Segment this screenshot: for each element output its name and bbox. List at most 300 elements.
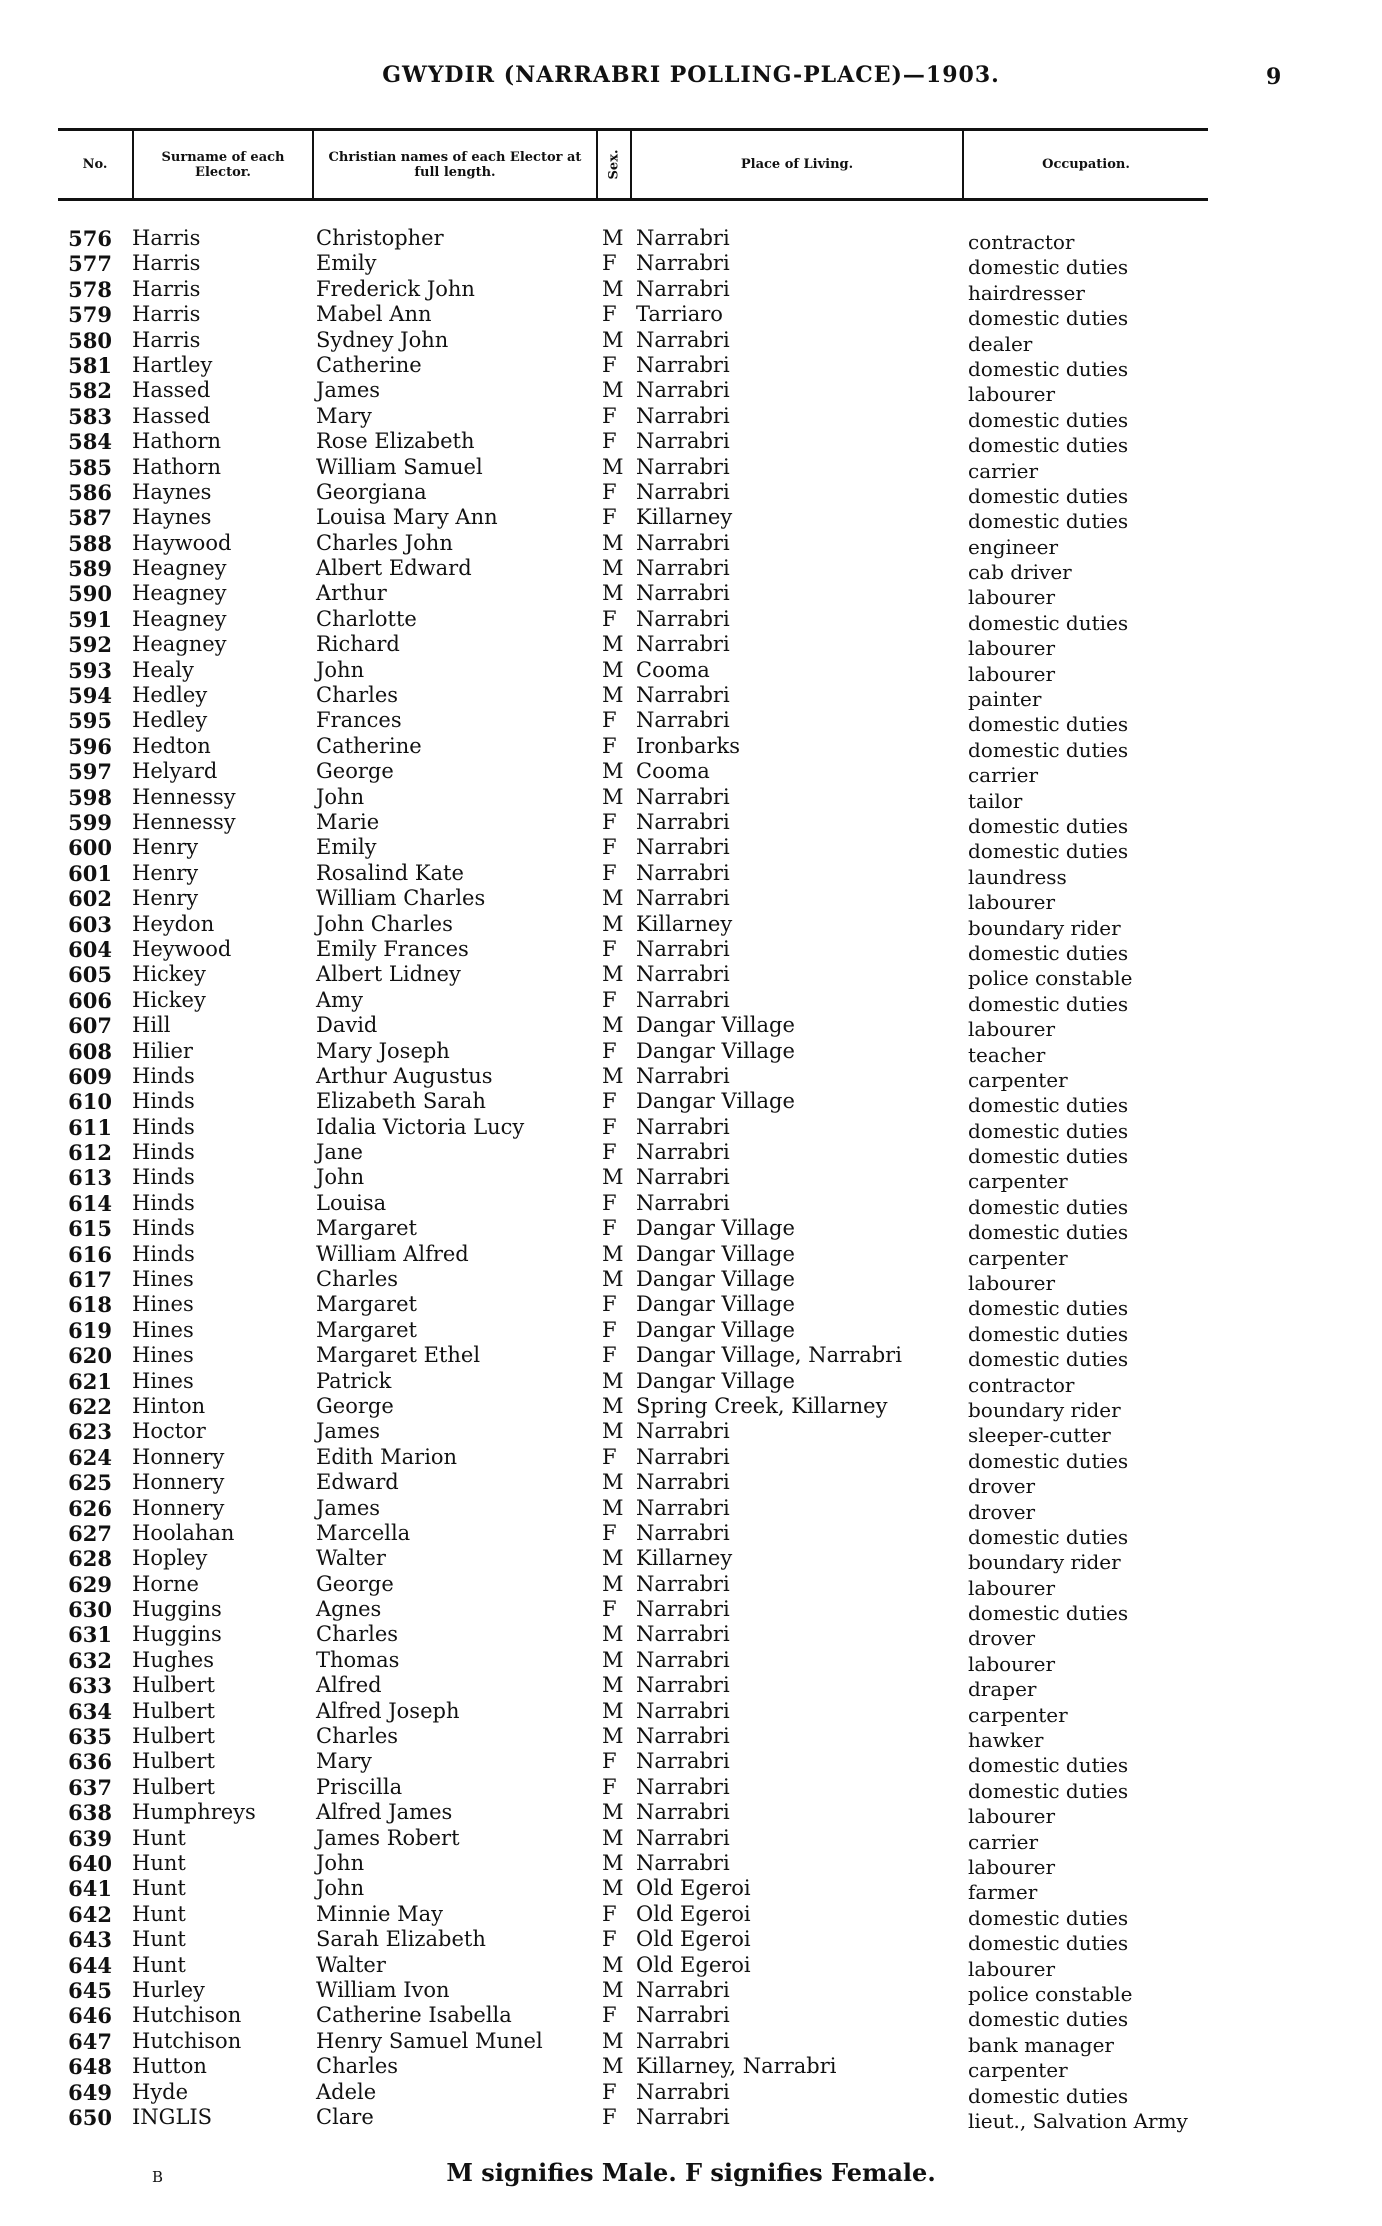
table-row xyxy=(0,226,1382,254)
elector-place: Narrabri xyxy=(636,936,730,961)
elector-christian-names: George xyxy=(316,759,394,784)
elector-occupation: bank manager xyxy=(968,2032,1114,2057)
elector-sex: F xyxy=(602,429,617,454)
elector-place: Killarney xyxy=(636,911,733,936)
elector-christian-names: William Ivon xyxy=(316,1977,450,2002)
elector-surname: Hilier xyxy=(132,1038,193,1063)
table-row xyxy=(0,1749,1382,1778)
elector-surname: Hinds xyxy=(132,1216,195,1241)
elector-place: Narrabri xyxy=(636,276,730,301)
elector-occupation: domestic duties xyxy=(968,2083,1129,2108)
elector-surname: Haynes xyxy=(132,505,212,530)
elector-number: 582 xyxy=(68,378,112,404)
elector-surname: Hassed xyxy=(132,378,211,403)
elector-place: Narrabri xyxy=(636,1114,730,1139)
elector-number: 641 xyxy=(68,1876,112,1902)
elector-number: 625 xyxy=(68,1470,112,1496)
elector-place: Narrabri xyxy=(636,1470,730,1495)
elector-occupation: contractor xyxy=(968,230,1075,254)
table-row xyxy=(0,454,1382,483)
elector-number: 631 xyxy=(68,1622,112,1648)
elector-surname: Hutton xyxy=(132,2054,207,2079)
table-row xyxy=(0,1165,1382,1194)
elector-christian-names: William Charles xyxy=(316,886,486,911)
table-row xyxy=(0,2079,1382,2108)
table-row xyxy=(0,276,1382,305)
elector-sex: M xyxy=(602,1470,624,1495)
elector-surname: Hinds xyxy=(132,1241,195,1266)
elector-occupation: domestic duties xyxy=(968,1296,1129,1321)
elector-number: 640 xyxy=(68,1851,112,1876)
elector-christian-names: Mary xyxy=(316,1749,372,1774)
table-row xyxy=(0,479,1382,508)
elector-number: 627 xyxy=(68,1520,112,1546)
elector-occupation: contractor xyxy=(968,1372,1075,1397)
elector-occupation: domestic duties xyxy=(968,1778,1129,1803)
elector-place: Tarriaro xyxy=(636,302,723,327)
table-row xyxy=(0,1190,1382,1219)
elector-christian-names: Edward xyxy=(316,1470,399,1495)
elector-place: Killarney xyxy=(636,1546,733,1571)
elector-number: 623 xyxy=(68,1419,112,1445)
elector-number: 647 xyxy=(68,2028,112,2054)
elector-place: Narrabri xyxy=(636,1063,730,1088)
elector-sex: M xyxy=(602,1495,624,1520)
elector-surname: Harris xyxy=(132,251,201,276)
elector-sex: F xyxy=(602,606,617,631)
elector-occupation: domestic duties xyxy=(968,255,1129,280)
elector-number: 644 xyxy=(68,1952,112,1978)
elector-surname: Honnery xyxy=(132,1495,225,1520)
elector-number: 580 xyxy=(68,327,112,353)
elector-number: 612 xyxy=(68,1140,112,1166)
column-header-sex: Sex. xyxy=(606,149,622,180)
elector-sex: F xyxy=(602,1774,617,1799)
elector-christian-names: Marcella xyxy=(316,1520,411,1545)
elector-number: 597 xyxy=(68,759,112,785)
elector-occupation: labourer xyxy=(968,1271,1056,1296)
elector-surname: Haywood xyxy=(132,530,232,555)
table-row xyxy=(0,962,1382,991)
elector-surname: Hennessy xyxy=(132,809,236,834)
elector-number: 617 xyxy=(68,1267,112,1293)
elector-occupation: boundary rider xyxy=(968,1550,1121,1575)
elector-occupation: domestic duties xyxy=(968,940,1129,965)
elector-number: 592 xyxy=(68,632,112,658)
elector-sex: M xyxy=(602,454,624,479)
elector-place: Narrabri xyxy=(636,556,730,581)
elector-number: 628 xyxy=(68,1546,112,1572)
elector-occupation: carpenter xyxy=(968,1702,1068,1727)
elector-place: Narrabri xyxy=(636,987,730,1012)
elector-occupation: labourer xyxy=(968,585,1056,610)
elector-sex: F xyxy=(602,708,617,733)
table-row xyxy=(0,784,1382,813)
table-row xyxy=(0,2104,1382,2133)
elector-place: Narrabri xyxy=(636,226,730,250)
elector-surname: Honnery xyxy=(132,1470,225,1495)
elector-christian-names: Jane xyxy=(316,1140,363,1165)
elector-sex: M xyxy=(602,657,624,682)
elector-surname: Hedley xyxy=(132,708,208,733)
elector-occupation: domestic duties xyxy=(968,1905,1129,1930)
elector-surname: Hinds xyxy=(132,1165,195,1190)
elector-number: 587 xyxy=(68,505,112,531)
elector-occupation: domestic duties xyxy=(968,2007,1129,2032)
elector-occupation: domestic duties xyxy=(968,737,1129,762)
page-number: 9 xyxy=(1266,64,1282,90)
table-row xyxy=(0,1546,1382,1575)
elector-place: Narrabri xyxy=(636,2079,730,2104)
table-row xyxy=(0,708,1382,737)
elector-sex: M xyxy=(602,632,624,657)
elector-occupation: hairdresser xyxy=(968,280,1085,305)
table-row xyxy=(0,1800,1382,1829)
elector-number: 645 xyxy=(68,1977,112,2003)
elector-number: 601 xyxy=(68,860,112,886)
table-row xyxy=(0,1724,1382,1753)
table-row xyxy=(0,759,1382,788)
elector-surname: Henry xyxy=(132,835,199,860)
elector-sex: F xyxy=(602,1901,617,1926)
table-row xyxy=(0,1647,1382,1676)
elector-occupation: domestic duties xyxy=(968,1601,1129,1626)
elector-surname: Heywood xyxy=(132,936,232,961)
elector-occupation: boundary rider xyxy=(968,915,1121,940)
elector-place: Narrabri xyxy=(636,581,730,606)
table-row xyxy=(0,1927,1382,1956)
elector-sex: M xyxy=(602,1952,624,1977)
elector-place: Dangar Village, Narrabri xyxy=(636,1343,902,1368)
elector-number: 643 xyxy=(68,1927,112,1953)
elector-number: 619 xyxy=(68,1317,112,1343)
elector-number: 596 xyxy=(68,733,112,759)
elector-christian-names: Minnie May xyxy=(316,1901,443,1926)
elector-sex: F xyxy=(602,2079,617,2104)
elector-place: Narrabri xyxy=(636,708,730,733)
table-row xyxy=(0,1114,1382,1143)
elector-number: 584 xyxy=(68,429,112,455)
elector-christian-names: George xyxy=(316,1571,394,1596)
elector-place: Narrabri xyxy=(636,1673,730,1698)
elector-number: 599 xyxy=(68,809,112,835)
elector-christian-names: Charles xyxy=(316,1724,399,1749)
elector-sex: M xyxy=(602,556,624,581)
elector-place: Narrabri xyxy=(636,606,730,631)
elector-occupation: domestic duties xyxy=(968,813,1129,838)
column-header-christian-names: Christian names of each Elector at full length. xyxy=(328,149,582,180)
elector-surname: Harris xyxy=(132,302,201,327)
elector-occupation: domestic duties xyxy=(968,1753,1129,1778)
elector-place: Narrabri xyxy=(636,1800,730,1825)
elector-place: Narrabri xyxy=(636,1774,730,1799)
table-row xyxy=(0,2003,1382,2032)
elector-place: Dangar Village xyxy=(636,1317,795,1342)
elector-place: Narrabri xyxy=(636,1622,730,1647)
elector-number: 576 xyxy=(68,226,112,251)
elector-number: 614 xyxy=(68,1190,112,1216)
elector-christian-names: Agnes xyxy=(316,1597,382,1622)
elector-sex: M xyxy=(602,1241,624,1266)
table-row xyxy=(0,860,1382,889)
elector-sex: M xyxy=(602,1013,624,1038)
elector-surname: Heagney xyxy=(132,581,227,606)
elector-place: Narrabri xyxy=(636,2003,730,2028)
elector-place: Narrabri xyxy=(636,2028,730,2053)
elector-sex: M xyxy=(602,1800,624,1825)
elector-sex: M xyxy=(602,581,624,606)
elector-sex: M xyxy=(602,784,624,809)
elector-occupation: domestic duties xyxy=(968,1524,1129,1549)
elector-christian-names: Elizabeth Sarah xyxy=(316,1089,486,1114)
elector-number: 642 xyxy=(68,1901,112,1927)
table-row xyxy=(0,530,1382,559)
elector-surname: Humphreys xyxy=(132,1800,256,1825)
elector-surname: Hopley xyxy=(132,1546,208,1571)
elector-place: Narrabri xyxy=(636,454,730,479)
elector-number: 593 xyxy=(68,657,112,683)
elector-christian-names: Frederick John xyxy=(316,276,475,301)
elector-number: 585 xyxy=(68,454,112,480)
elector-number: 591 xyxy=(68,606,112,632)
elector-surname: Haynes xyxy=(132,479,212,504)
elector-christian-names: Charles xyxy=(316,1622,399,1647)
elector-sex: M xyxy=(602,1546,624,1571)
elector-christian-names: George xyxy=(316,1393,394,1418)
elector-christian-names: Idalia Victoria Lucy xyxy=(316,1114,525,1139)
elector-christian-names: Margaret xyxy=(316,1292,417,1317)
elector-place: Narrabri xyxy=(636,632,730,657)
elector-list xyxy=(0,226,1382,2133)
elector-sex: M xyxy=(602,683,624,708)
elector-occupation: drover xyxy=(968,1626,1036,1651)
elector-number: 632 xyxy=(68,1647,112,1673)
elector-christian-names: Rose Elizabeth xyxy=(316,429,475,454)
table-row xyxy=(0,1013,1382,1042)
elector-sex: F xyxy=(602,302,617,327)
elector-christian-names: Margaret xyxy=(316,1216,417,1241)
elector-occupation: domestic duties xyxy=(968,1093,1129,1118)
elector-surname: Hinds xyxy=(132,1190,195,1215)
elector-christian-names: John xyxy=(316,1165,365,1190)
elector-christian-names: James xyxy=(316,1495,381,1520)
elector-number: 602 xyxy=(68,886,112,912)
elector-number: 598 xyxy=(68,784,112,810)
elector-surname: Hines xyxy=(132,1343,194,1368)
elector-sex: F xyxy=(602,2003,617,2028)
elector-occupation: dealer xyxy=(968,331,1033,356)
elector-surname: Hutchison xyxy=(132,2003,242,2028)
elector-occupation: labourer xyxy=(968,661,1056,686)
elector-place: Narrabri xyxy=(636,1749,730,1774)
elector-surname: Hill xyxy=(132,1013,171,1038)
elector-place: Spring Creek, Killarney xyxy=(636,1393,888,1418)
elector-christian-names: Catherine Isabella xyxy=(316,2003,512,2028)
elector-surname: Hedley xyxy=(132,683,208,708)
table-row xyxy=(0,1774,1382,1803)
elector-christian-names: John xyxy=(316,1851,365,1875)
table-row xyxy=(0,1571,1382,1600)
elector-surname: Hines xyxy=(132,1368,194,1393)
elector-christian-names: Louisa Mary Ann xyxy=(316,505,498,530)
elector-surname: Hyde xyxy=(132,2079,189,2104)
elector-number: 639 xyxy=(68,1825,112,1851)
elector-place: Dangar Village xyxy=(636,1368,795,1393)
table-row xyxy=(0,1495,1382,1524)
elector-christian-names: Arthur xyxy=(316,581,387,606)
elector-sex: F xyxy=(602,1038,617,1063)
table-row xyxy=(0,809,1382,838)
elector-occupation: carpenter xyxy=(968,1169,1068,1194)
table-row xyxy=(0,2054,1382,2083)
elector-number: 590 xyxy=(68,581,112,607)
table-row xyxy=(0,1063,1382,1092)
elector-christian-names: Catherine xyxy=(316,352,422,377)
elector-christian-names: William Alfred xyxy=(316,1241,469,1266)
elector-occupation: carpenter xyxy=(968,1067,1068,1092)
elector-number: 607 xyxy=(68,1013,112,1039)
elector-number: 638 xyxy=(68,1800,112,1826)
elector-sex: M xyxy=(602,226,624,250)
elector-occupation: labourer xyxy=(968,1855,1056,1879)
elector-surname: Hathorn xyxy=(132,454,222,479)
elector-christian-names: William Samuel xyxy=(316,454,483,479)
elector-occupation: teacher xyxy=(968,1042,1046,1067)
elector-surname: Hinds xyxy=(132,1140,195,1165)
elector-number: 606 xyxy=(68,987,112,1013)
elector-occupation: carrier xyxy=(968,458,1039,483)
elector-number: 600 xyxy=(68,835,112,861)
table-row xyxy=(0,581,1382,610)
elector-surname: Hines xyxy=(132,1292,194,1317)
elector-sex: M xyxy=(602,530,624,555)
table-row xyxy=(0,1419,1382,1448)
elector-place: Narrabri xyxy=(636,2104,730,2129)
table-row xyxy=(0,1267,1382,1296)
elector-surname: Hickey xyxy=(132,987,206,1012)
table-row xyxy=(0,327,1382,356)
elector-christian-names: Alfred xyxy=(316,1673,382,1698)
elector-sex: F xyxy=(602,809,617,834)
elector-occupation: boundary rider xyxy=(968,1397,1121,1422)
elector-number: 621 xyxy=(68,1368,112,1394)
elector-occupation: tailor xyxy=(968,788,1023,813)
table-row xyxy=(0,1292,1382,1321)
table-row xyxy=(0,1393,1382,1422)
elector-surname: Hinds xyxy=(132,1063,195,1088)
elector-christian-names: Charles xyxy=(316,2054,399,2079)
elector-place: Dangar Village xyxy=(636,1292,795,1317)
elector-sex: M xyxy=(602,1393,624,1418)
elector-sex: F xyxy=(602,479,617,504)
elector-number: 578 xyxy=(68,276,112,302)
elector-occupation: domestic duties xyxy=(968,483,1129,508)
elector-place: Cooma xyxy=(636,657,710,682)
elector-surname: Hulbert xyxy=(132,1673,215,1698)
elector-surname: Healy xyxy=(132,657,194,682)
elector-place: Cooma xyxy=(636,759,710,784)
elector-christian-names: Louisa xyxy=(316,1190,387,1215)
table-row xyxy=(0,911,1382,940)
elector-number: 637 xyxy=(68,1774,112,1800)
table-row xyxy=(0,1825,1382,1854)
table-row xyxy=(0,1977,1382,2006)
elector-number: 577 xyxy=(68,251,112,277)
table-row xyxy=(0,733,1382,762)
elector-occupation: labourer xyxy=(968,890,1056,915)
elector-occupation: domestic duties xyxy=(968,509,1129,534)
elector-surname: Helyard xyxy=(132,759,218,784)
elector-surname: Harris xyxy=(132,276,201,301)
elector-occupation: engineer xyxy=(968,534,1059,559)
elector-sex: M xyxy=(602,1724,624,1749)
elector-sex: F xyxy=(602,1292,617,1317)
elector-place: Dangar Village xyxy=(636,1038,795,1063)
elector-number: 622 xyxy=(68,1393,112,1419)
table-row xyxy=(0,657,1382,686)
elector-christian-names: Alfred James xyxy=(316,1800,453,1825)
elector-christian-names: Arthur Augustus xyxy=(316,1063,493,1088)
elector-surname: Hassed xyxy=(132,403,211,428)
elector-place: Dangar Village xyxy=(636,1241,795,1266)
elector-sex: M xyxy=(602,378,624,403)
elector-place: Narrabri xyxy=(636,1495,730,1520)
table-row xyxy=(0,1597,1382,1626)
elector-occupation: labourer xyxy=(968,1575,1056,1600)
elector-occupation: domestic duties xyxy=(968,433,1129,458)
elector-occupation: domestic duties xyxy=(968,1321,1129,1346)
elector-surname: Hinds xyxy=(132,1089,195,1114)
table-row xyxy=(0,1673,1382,1702)
elector-number: 646 xyxy=(68,2003,112,2029)
elector-number: 583 xyxy=(68,403,112,429)
elector-surname: Hunt xyxy=(132,1876,186,1901)
elector-place: Narrabri xyxy=(636,1571,730,1596)
table-row xyxy=(0,1038,1382,1067)
elector-surname: Hulbert xyxy=(132,1698,215,1723)
elector-occupation: painter xyxy=(968,687,1042,712)
elector-place: Narrabri xyxy=(636,784,730,809)
column-header-no: No. xyxy=(82,157,108,172)
elector-place: Narrabri xyxy=(636,1520,730,1545)
elector-surname: Heydon xyxy=(132,911,215,936)
elector-sex: M xyxy=(602,2054,624,2079)
elector-sex: M xyxy=(602,1368,624,1393)
elector-christian-names: Adele xyxy=(316,2079,377,2104)
table-row xyxy=(0,1470,1382,1499)
elector-number: 633 xyxy=(68,1673,112,1699)
elector-surname: Hinton xyxy=(132,1393,206,1418)
table-row xyxy=(0,1952,1382,1981)
elector-place: Narrabri xyxy=(636,1724,730,1749)
elector-occupation: draper xyxy=(968,1677,1037,1702)
elector-christian-names: Walter xyxy=(316,1952,386,1977)
elector-christian-names: James xyxy=(316,378,381,403)
elector-occupation: labourer xyxy=(968,1956,1056,1981)
table-row xyxy=(0,352,1382,381)
elector-sex: F xyxy=(602,352,617,377)
table-row xyxy=(0,1876,1382,1905)
elector-surname: Hines xyxy=(132,1267,194,1292)
table-row xyxy=(0,987,1382,1016)
elector-sex: M xyxy=(602,1165,624,1190)
elector-christian-names: James Robert xyxy=(316,1825,460,1850)
elector-number: 581 xyxy=(68,352,112,378)
elector-occupation: police constable xyxy=(968,966,1133,991)
table-row xyxy=(0,1317,1382,1346)
elector-number: 610 xyxy=(68,1089,112,1115)
elector-sex: F xyxy=(602,2104,617,2129)
